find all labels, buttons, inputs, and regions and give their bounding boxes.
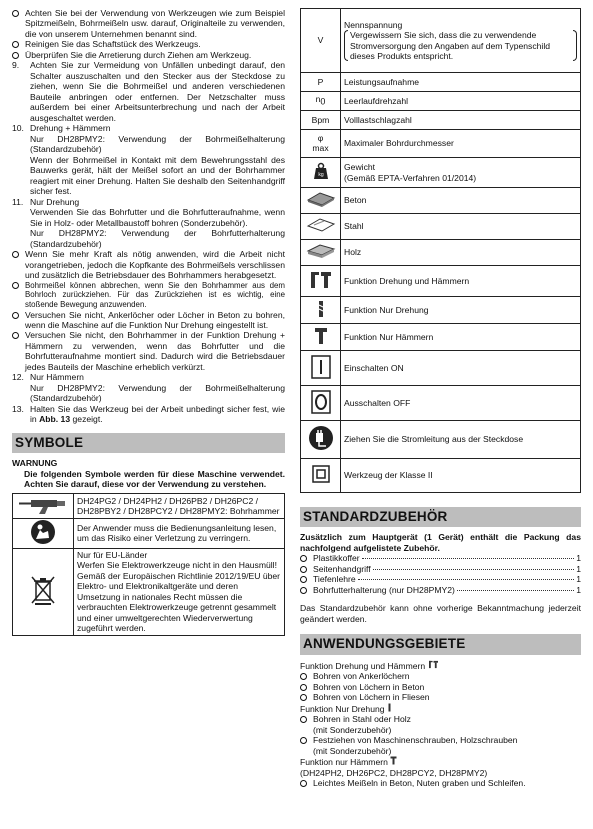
list-item: Wenn Sie mehr Kraft als nötig anwenden, wird die Arbeit nicht vorangetrieben, jedoch die Kopfkante des Bohrmeißels verschlissen und zusätzlich die Betriebsdauer des Bohrhammers herabgesetzt. — [12, 249, 285, 280]
class-ii-icon — [301, 459, 341, 493]
warning-text: Die folgenden Symbole werden für diese Maschine verwendet. Achten Sie darauf, diese vor der Verwendung zu verstehen. — [24, 468, 285, 490]
rotation-hammer-icon — [301, 266, 341, 297]
application-group-2: Funktion Nur Drehung — [300, 703, 581, 714]
section-heading-symbole: SYMBOLE — [12, 433, 285, 453]
unplug-icon — [301, 421, 341, 459]
list-item: Seitenhandgriff 1 — [300, 564, 581, 574]
table-row: P Leistungsaufnahme — [301, 73, 581, 92]
off-switch-icon — [301, 386, 341, 421]
steel-icon — [301, 214, 341, 240]
table-row: Funktion Nur Hämmern — [301, 324, 581, 351]
table-row: Der Anwender muss die Bedienungsanleitung lesen, um das Risiko einer Verletzung zu verringern. — [13, 519, 285, 548]
table-row: Einschalten ON — [301, 351, 581, 386]
table-row: Funktion Drehung und Hämmern — [301, 266, 581, 297]
list-item: Tiefenlehre 1 — [300, 574, 581, 584]
concrete-icon — [301, 188, 341, 214]
application-group-3: Funktion nur Hämmern — [300, 756, 581, 767]
crossed-bin-icon — [13, 548, 74, 635]
power-symbol: P — [301, 73, 341, 92]
chisel-icon — [390, 756, 397, 765]
chisel-icon — [301, 324, 341, 351]
bpm-symbol: Bpm — [301, 111, 341, 130]
table-row: V Nennspannung Vergewissern Sie sich, dass die zu verwendende Stromversorgung den Angaben auf dem Typenschild dieses Produkts entspricht. — [301, 9, 581, 73]
table-row: Werkzeug der Klasse II — [301, 459, 581, 493]
list-item: Bohren von Löchern in Fliesen — [300, 692, 581, 702]
drill-bit-icon — [301, 297, 341, 324]
voltage-symbol: V — [301, 9, 341, 73]
list-item: Bohren von Löchern in Beton — [300, 682, 581, 692]
table-row: Ziehen Sie die Stromleitung aus der Steckdose — [301, 421, 581, 459]
table-row: Beton — [301, 188, 581, 214]
svg-text:kg: kg — [317, 172, 324, 179]
standard-intro: Zusätzlich zum Hauptgerät (1 Gerät) enthält die Packung das nachfolgend aufgelistete Zubehör. — [300, 532, 581, 553]
voltage-note: Vergewissern Sie sich, dass die zu verwendende Stromversorgung den Angaben auf dem Typenschild dieses Produkts entspricht. — [344, 30, 577, 61]
on-switch-icon — [301, 351, 341, 386]
list-item: Bohrmeißel können abbrechen, wenn Sie den Bohrhammer aus dem Bohrloch zurückziehen. Für das Zurückziehen ist es wichtig, eine stoßende Bewegung anzuwenden. — [12, 281, 285, 310]
table-row: Funktion Nur Drehung — [301, 297, 581, 324]
rotation-hammer-icon — [428, 660, 439, 669]
list-item: Reinigen Sie das Schaftstück des Werkzeugs. — [12, 39, 285, 49]
list-item: Festziehen von Maschinenschrauben, Holzschrauben (mit Sonderzubehör) — [300, 735, 581, 756]
drill-bit-icon — [387, 703, 392, 712]
right-column — [300, 8, 581, 789]
section-heading-anwendungsgebiete: ANWENDUNGSGEBIETE — [300, 634, 581, 654]
table-row: Ausschalten OFF — [301, 386, 581, 421]
warning-label: WARNUNG — [12, 458, 58, 469]
hammer-drill-icon — [13, 493, 74, 518]
wood-icon — [301, 240, 341, 266]
list-item: Achten Sie bei der Verwendung von Werkzeugen wie zum Beispiel Spitzmeißeln, Bohrmeißeln usw. darauf, Originalteile zu verwenden, die von unserem Unternehmen benannt sind. — [12, 8, 285, 39]
table-row: $n_0$ Leerlaufdrehzahl — [301, 92, 581, 111]
table-row: Stahl — [301, 214, 581, 240]
weight-icon — [301, 158, 341, 188]
section-heading-standardzubehoer: STANDARDZUBEHÖR — [300, 507, 581, 527]
max-diameter-symbol: φ max — [301, 130, 341, 158]
list-item: Überprüfen Sie die Arretierung durch Ziehen am Werkzeug. — [12, 50, 285, 60]
table-row: Nur für EU-Länder Werfen Sie Elektrowerkzeuge nicht in den Hausmüll! Gemäß der Europäischen Richtlinie 2012/19/EU über Elektro- und Elektronikaltgeräte und deren Umsetzung in nationales Recht müssen die verbrauchten Elektrowerkzeuge getrennt gesammelt und einer umweltgerechten Wiederverwertung zugeführt werden. — [13, 548, 285, 635]
numbered-item-13: 13. Halten Sie das Werkzeug bei der Arbeit unbedingt sicher fest, wie in Abb. 13 gezeigt. — [12, 403, 285, 425]
left-column — [12, 8, 285, 636]
numbered-item-9: 9. Achten Sie zur Vermeidung von Unfällen unbedingt darauf, den Schalter auszuschalten und den Stecker aus der Steckdose zu ziehen, wenn Sie die Bohrmeißel und anderen verschiedenen Bauteile anbringen oder entfernen. Der Netzschalter muss außerdem bei einer Arbeitsunterbrechung und nach der Arbeit ausgeschaltet werden. — [12, 60, 285, 123]
list-item: Bohrfutterhalterung (nur DH28PMY2) 1 — [300, 585, 581, 595]
read-manual-icon — [13, 519, 74, 548]
list-item: Leichtes Meißeln in Beton, Nuten graben und Schleifen. — [300, 778, 581, 788]
list-item: Versuchen Sie nicht, Ankerlöcher oder Löcher in Beton zu bohren, wenn die Maschine auf die Funktion Nur Drehung eingestellt ist. — [12, 310, 285, 331]
table-row: φ max Maximaler Bohrdurchmesser — [301, 130, 581, 158]
table-row: DH24PG2 / DH24PH2 / DH26PB2 / DH26PC2 / DH28PBY2 / DH28PCY2 / DH28PMY2: Bohrhammer — [13, 493, 285, 518]
symbol-table-right — [300, 8, 581, 493]
list-item: Bohren von Ankerlöchern — [300, 671, 581, 681]
list-item: Bohren in Stahl oder Holz (mit Sonderzubehör) — [300, 714, 581, 735]
application-group-1: Funktion Drehung und Hämmern — [300, 660, 581, 671]
standard-note: Das Standardzubehör kann ohne vorherige Bekanntmachung jederzeit geändert werden. — [300, 603, 581, 624]
symbol-table-left — [12, 493, 285, 636]
table-row: kg Gewicht (Gemäß EPTA-Verfahren 01/2014) — [301, 158, 581, 188]
no-load-speed-symbol: $n_0$ — [301, 92, 341, 111]
numbered-item-12: 12. Nur Hämmern Nur DH28PMY2: Verwendung der Bohrmeißelhalterung (Standardzubehör) — [12, 372, 285, 404]
list-item: Versuchen Sie nicht, den Bohrhammer in der Funktion Drehung + Hämmern zu verwenden, wenn das Bohrfutter und die Bohrfutteraufnahme montiert sind. Dadurch wird die Betriebsdauer jedes Bauteils der Maschine erheblich verkürzt. — [12, 330, 285, 372]
table-row: Holz — [301, 240, 581, 266]
numbered-item-11: 11. Nur Drehung Verwenden Sie das Bohrfutter und die Bohrfutteraufnahme, wenn Sie in Holz- oder Metallbaustoff bohren (Sonderzubehör). Nur DH28PMY2: Verwendung der Bohrfutterhalterung (Standardzubehör) — [12, 196, 285, 249]
application-group-3-models: (DH24PH2, DH26PC2, DH28PCY2, DH28PMY2) — [300, 767, 488, 778]
table-row: Bpm Volllastschlagzahl — [301, 111, 581, 130]
list-item: Plastikkoffer 1 — [300, 553, 581, 563]
numbered-item-10: 10. Drehung + Hämmern Nur DH28PMY2: Verwendung der Bohrmeißelhalterung (Standardzubehör) Wenn der Bohrmeißel in Kontakt mit dem Bewehrungsstahl des Bauwerks gerät, hält der Meißel sofort an und der Bohrhammer reagiert mit einer Drehung. Halten Sie deshalb den Seitenhandgriff sicher fest. — [12, 123, 285, 197]
